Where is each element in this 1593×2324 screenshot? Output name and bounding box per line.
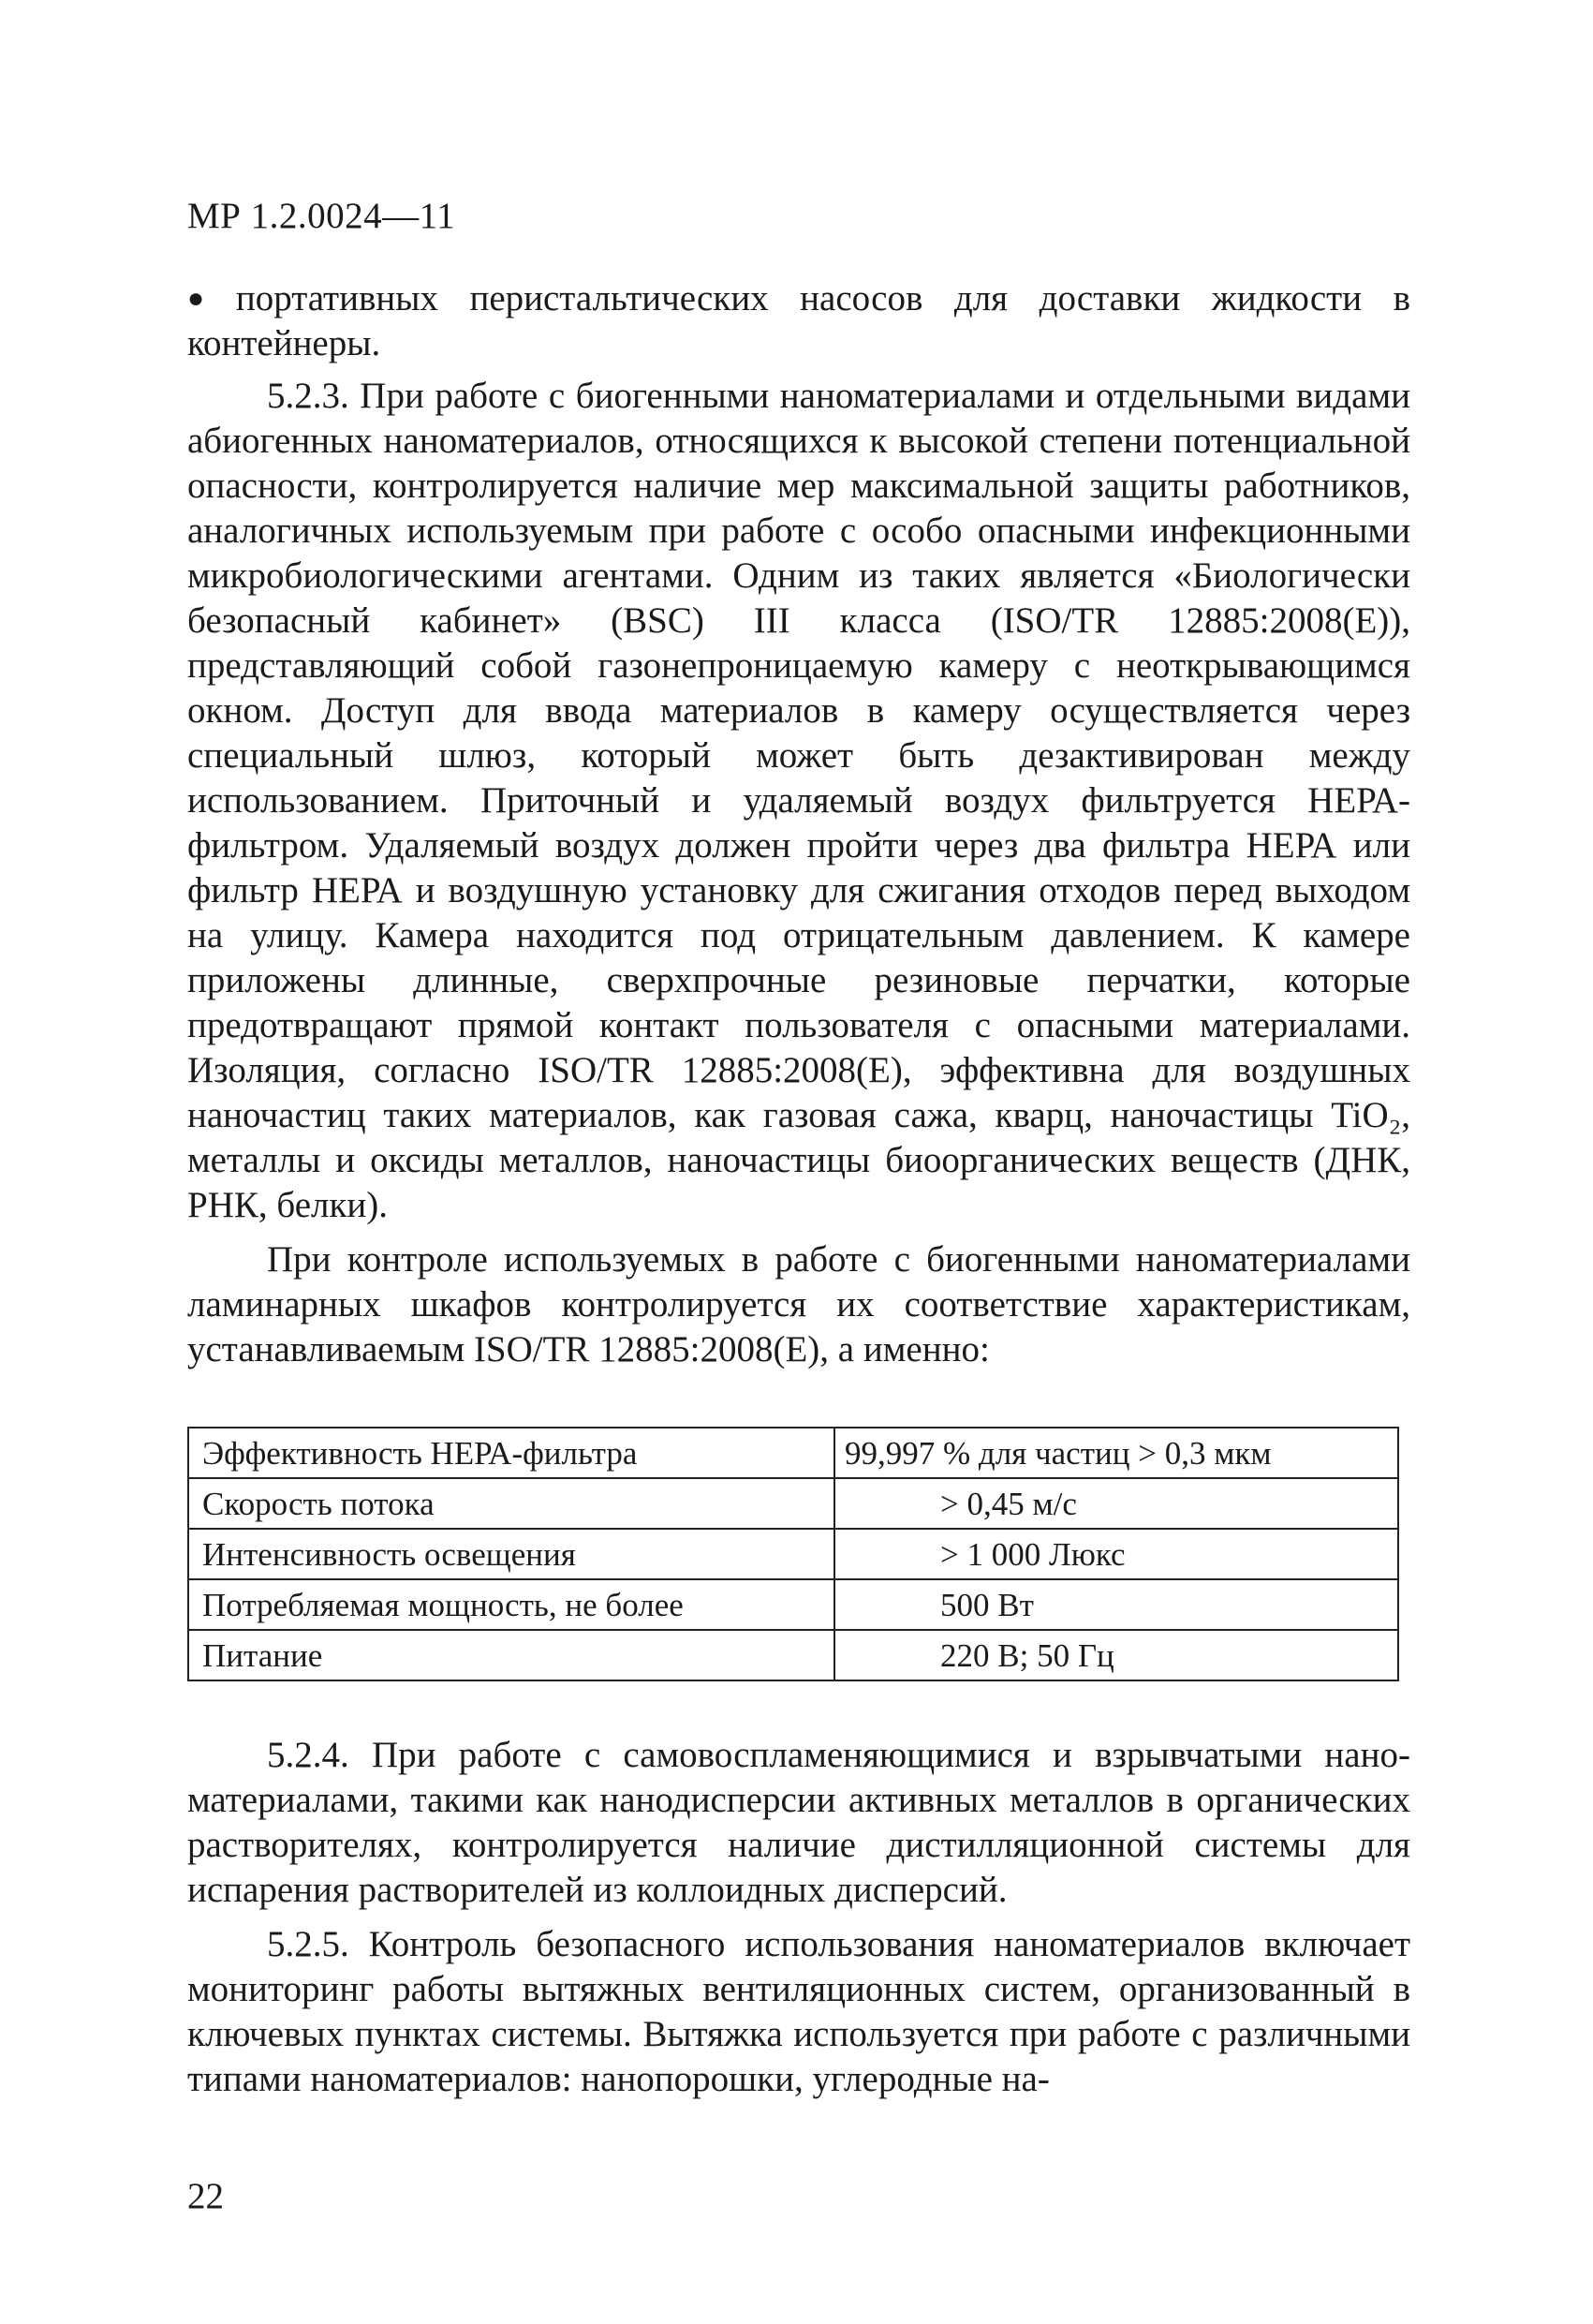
table-cell-param: Эффективность НЕРА-фильтра	[188, 1428, 834, 1478]
table-row	[188, 1428, 1398, 1478]
table-cell-value: 220 В; 50 Гц	[834, 1630, 1398, 1680]
paragraph-control: При контроле используемых в работе с биогенными наноматериалами ламинарных шкафов контролируется их соответствие характеристикам, устанавливаемым ISO/TR 12885:2008(E), а именно:	[187, 1239, 1410, 1369]
bullet-item	[187, 276, 1410, 366]
paragraph-5-2-5: 5.2.5. Контроль безопасного использования наноматериалов включает мониторинг работы вытяжных вентиляционных систем, организованный в ключевых пунктах системы. Вытяжка используется при работе с различными типами наноматериалов: нанопорошки, углеродные на-	[187, 1924, 1410, 2099]
table-row	[188, 1630, 1398, 1680]
bullet-icon: ●	[187, 283, 227, 314]
table-cell-param: Потребляемая мощность, не более	[188, 1579, 834, 1630]
table-cell-param: Скорость потока	[188, 1478, 834, 1529]
table-cell-param: Интенсивность освещения	[188, 1529, 834, 1579]
page-content	[187, 276, 1410, 2102]
table-row	[188, 1478, 1398, 1529]
table-cell-value: > 0,45 м/с	[834, 1478, 1398, 1529]
specification-table	[187, 1427, 1399, 1681]
bullet-item-text: портативных перистальтических насосов для доставки жидкости в контейнеры.	[187, 278, 1411, 363]
page-number: 22	[187, 2176, 224, 2216]
table-row	[188, 1579, 1398, 1630]
paragraph-5-2-3: 5.2.3. При работе с биогенными наноматериалами и отдельными видами абиогенных наноматериалов, относящихся к высокой степени потенциальной опасности, контролируется наличие мер максимальной защиты работников, аналогичных используемым при работе с особо опасными инфекционными микробиологическими агентами. Одним из таких является «Биологически безопасный кабинет» (BSC) III класса (ISO/TR 12885:2008(E)), представляющий собой газонепроницаемую камеру с неоткрывающимся окном. Доступ для ввода материалов в камеру осуществляется через специальный шлюз, который может быть дезактивирован между использованием. Приточный и удаляемый воздух фильтруется НЕРА-фильтром. Удаляемый воздух должен пройти через два фильтра НЕРА или фильтр НЕРА и воздушную установку для сжигания отходов перед выходом на улицу. Камера находится под отрицательным давлением. К камере приложены длинные, сверхпрочные резиновые перчатки, которые предотвращают прямой контакт пользователя с опасными материалами. Изоляция, согласно ISO/TR 12885:2008(E), эффективна для воздушных наночастиц таких материалов, как газовая сажа, кварц, наночастицы TiO₂, металлы и оксиды металлов, наночастицы биоорганических веществ (ДНК, РНК, белки).	[187, 376, 1410, 1225]
table-cell-value: > 1 000 Люкс	[834, 1529, 1398, 1579]
table-row	[188, 1529, 1398, 1579]
paragraph-5-2-4: 5.2.4. При работе с самовоспламеняющимися и взрывчатыми наноматериалами, такими как нанодисперсии активных металлов в органических растворителях, контролируется наличие дистилляционной системы для испарения растворителей из коллоидных дисперсий.	[187, 1735, 1410, 1910]
document-code-header: МР 1.2.0024—11	[187, 196, 456, 236]
table-cell-value: 500 Вт	[834, 1579, 1398, 1630]
table-cell-value: 99,997 % для частиц > 0,3 мкм	[834, 1428, 1398, 1478]
table-cell-param: Питание	[188, 1630, 834, 1680]
